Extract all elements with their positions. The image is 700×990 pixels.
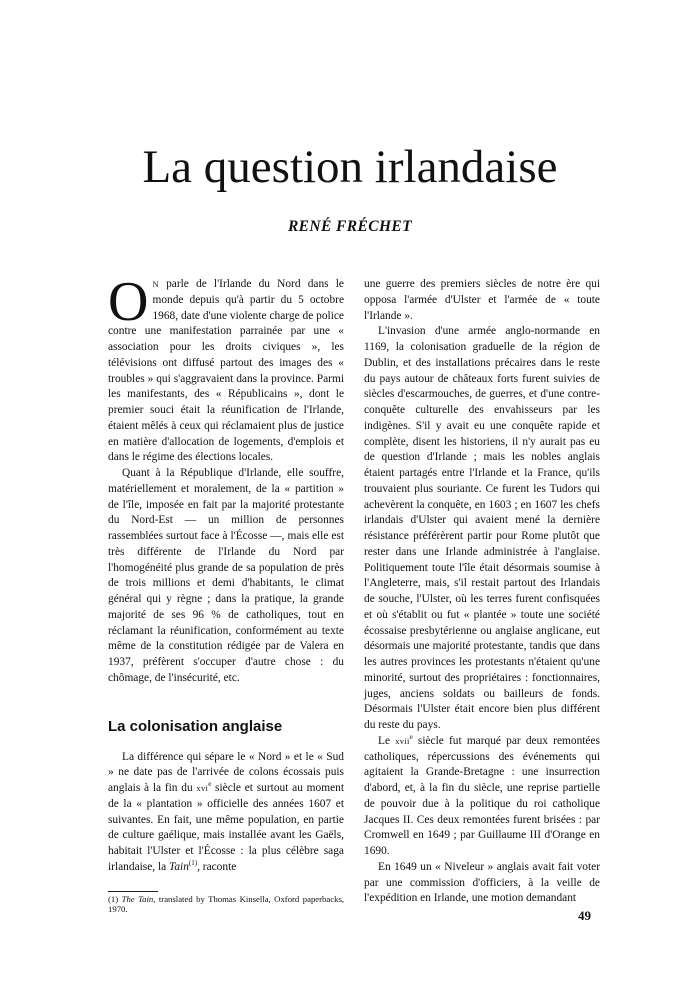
article-title: La question irlandaise <box>142 141 558 193</box>
intro-paragraph <box>108 271 344 466</box>
first-word-smallcaps: N <box>152 279 159 289</box>
right-column <box>364 277 600 907</box>
footnote: (1) The Tain, translated by Thomas Kinsella, Oxford paperbacks, 1970. <box>108 893 344 914</box>
paragraph-niveleur: En 1649 un « Niveleur » anglais avait fait voter par une commission d'officiers, à la veille de l'expédition en Irlande, une motion demandant <box>364 860 600 905</box>
paragraph-continuation: une guerre des premiers siècles de notre ère qui opposa l'armée d'Ulster et l'armée de « toute l'Irlande ». <box>364 278 600 322</box>
intro-text: parle de l'Irlande du Nord dans le monde depuis qu'à partir du 5 octobre 1968, date d'une violente charge de police contre une manifestation parrainée par une « association pour les droits civiques », les télévisions ont diffusé partout des images des « troubles » qui s'aggravaient dans la province. Parmi les manifestants, des « Républicains », dont le premier souci était la réunification de l'Irlande, étaient mêlés à ceux qui réclamaient plus de justice en matière d'allocation de logements, d'emplois et dans le régime des élections locales. <box>108 278 344 464</box>
tain-title: Tain <box>169 860 189 873</box>
paragraph-invasion: L'invasion d'une armée anglo-normande en 1169, la colonisation graduelle de la région de Dublin, et des installations précaires dans le reste du pays autour de châteaux forts furent suivies de siècles d'escarmouches, de guerres, et d'une contre-conquête culturelle des envahisseurs par les indigènes. S'il y avait eu une conquête rapide et complète, disent les historiens, il n'y aurait pas eu de question d'Irlande ; mais les nobles anglais étaient partagés entre l'Irlande et la France, qu'ils trouvaient plus souriante. Ce furent les Tudors qui achevèrent la conquête, en 1603 ; en 1607 les chefs irlandais d'Ulster qui avaient mené la dernière résistance préférèrent partir pour Rome plutôt que rester dans une Irlande administrée à l'anglaise. Politiquement toute l'île était désormais soumise à l'Angleterre, mais, s'il restait partout des Irlandais de souche, l'Ulster, où les terres furent confisquées et où s'établit ou fut « plantée » toute une société écossaise presbytérienne ou anglaise anglicane, eut désormais une majorité protestante, tandis que dans les autres provinces les protestants n'étaient qu'une minorité, surtout des propriétaires : fonctionnaires, juges, anciens soldats ou bailleurs de fonds. Désormais l'Ulster était encore bien plus différent du reste du pays. <box>364 325 600 731</box>
drop-cap: O <box>108 271 149 333</box>
paragraph-republique: Quant à la République d'Irlande, elle souffre, matériellement et moralement, de la « partition » de l'île, imposée en fait par la majorité protestante du Nord-Est — un million de personnes rassemblées surtout face à l'Écosse —, mais elle est très différente de l'Irlande du Nord par l'homogénéité plus grande de sa population de près de trois millions et demi d'habitants, le climat général qui y règne ; dans la pratique, la grande majorité de ses 96 % de catholiques, tout en réclamant la réunification, conformément au texte même de la constitution rédigée par de Valera en 1937, préfèrent s'occuper d'autre chose : du chômage, de l'insécurité, etc. <box>108 467 344 684</box>
page-number: 49 <box>578 908 591 923</box>
paragraph-difference: La différence qui sépare le « Nord » et le « Sud » ne date pas de l'arrivée de colons écossais puis anglais à la fin du xvi$^e$ siècle et surtout au moment de la « plantation » officielle des années 1607 et suivantes. En fait, une même population, en partie de culture gaélique, mais installée avant les Gaëls, habitait l'Ulster et l'Écosse : la plus célèbre saga irlandaise, la Tain$^{(1)}$, raconte <box>108 750 344 873</box>
footnote-rule <box>108 891 158 892</box>
article-author: RENÉ FRÉCHET <box>287 218 413 235</box>
footnote-ref: (1) <box>188 858 198 867</box>
left-column <box>108 271 344 915</box>
paragraph-xviie: Le xvii$^e$ siècle fut marqué par deux remontées catholiques, répercussions des événements qui agitaient la Grande-Bretagne : une insurrection d'abord, et, à la fin du siècle, une reprise partielle de pouvoir due à la politique du roi catholique Jacques II. Ces deux remontées furent brisées : par Cromwell en 1649 ; par Guillaume III d'Orange en 1690. <box>364 732 600 857</box>
section-heading: La colonisation anglaise <box>108 717 283 735</box>
